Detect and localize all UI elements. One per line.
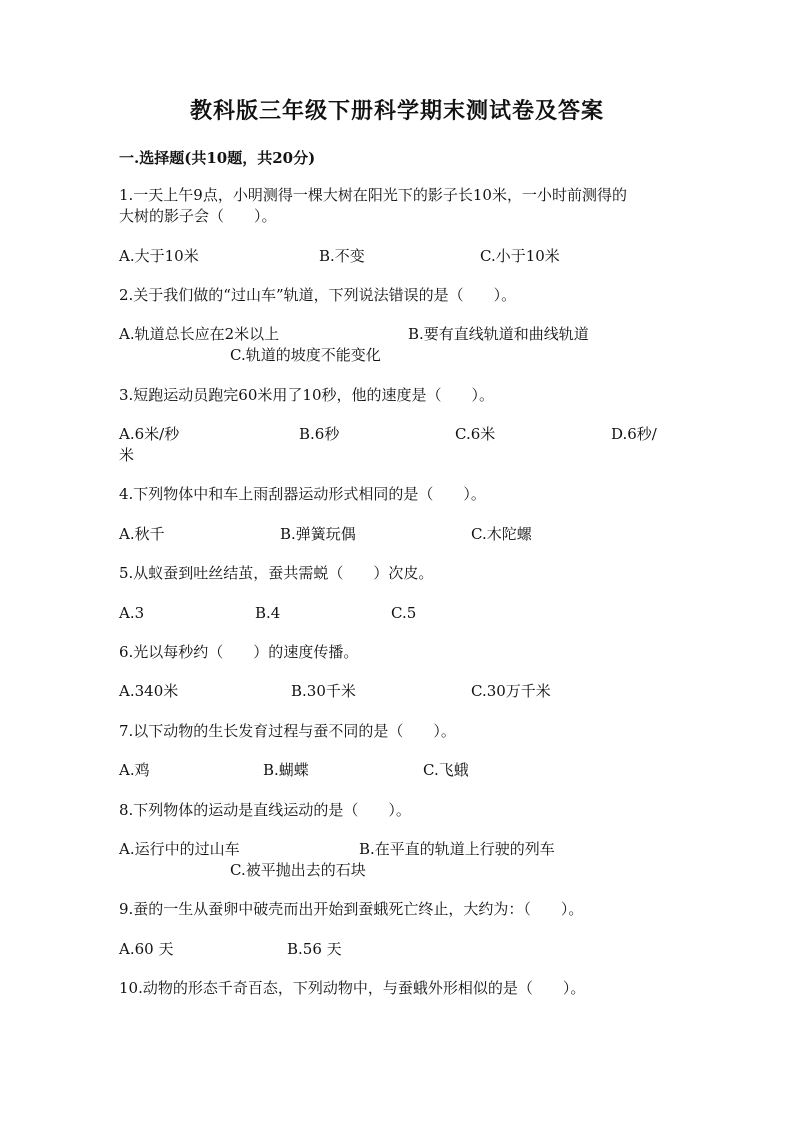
question-8-stem: 8.下列物体的运动是直线运动的是（ ）。 bbox=[119, 801, 411, 819]
question-3-option-d-wrap: 米 bbox=[119, 446, 135, 464]
section-heading: 一.选择题(共10题，共20分) bbox=[119, 149, 316, 167]
question-6-option-c: C.30万千米 bbox=[471, 682, 551, 700]
question-1-stem-line-1: 1.一天上午9点，小明测得一棵大树在阳光下的影子长10米，一小时前测得的 bbox=[119, 186, 627, 204]
question-1-option-c: C.小于10米 bbox=[480, 247, 560, 265]
question-9-stem: 9.蚕的一生从蚕卵中破壳而出开始到蚕蛾死亡终止，大约为：（ ）。 bbox=[119, 900, 584, 918]
question-3-option-a: A.6米/秒 bbox=[119, 425, 180, 443]
question-4-option-c: C.木陀螺 bbox=[471, 525, 532, 543]
question-3-option-c: C.6米 bbox=[455, 425, 496, 443]
question-7-stem: 7.以下动物的生长发育过程与蚕不同的是（ ）。 bbox=[119, 722, 456, 740]
question-7-option-a: A.鸡 bbox=[119, 761, 150, 779]
question-6-stem: 6.光以每秒约（ ）的速度传播。 bbox=[119, 643, 359, 661]
question-2-stem: 2.关于我们做的“过山车”轨道，下列说法错误的是（ ）。 bbox=[119, 286, 517, 304]
question-2-option-a: A.轨道总长应在2米以上 bbox=[119, 325, 280, 343]
question-8-option-b: B.在平直的轨道上行驶的列车 bbox=[359, 840, 555, 858]
question-6-option-b: B.30千米 bbox=[291, 682, 356, 700]
question-4-stem: 4.下列物体中和车上雨刮器运动形式相同的是（ ）。 bbox=[119, 485, 486, 503]
question-8-option-c: C.被平抛出去的石块 bbox=[230, 861, 366, 879]
question-9-option-a: A.60 天 bbox=[119, 940, 174, 958]
question-8-option-a: A.运行中的过山车 bbox=[119, 840, 240, 858]
question-7-option-c: C.飞蛾 bbox=[423, 761, 469, 779]
question-5-option-a: A.3 bbox=[119, 604, 145, 622]
question-2-option-c: C.轨道的坡度不能变化 bbox=[230, 346, 381, 364]
page-title: 教科版三年级下册科学期末测试卷及答案 bbox=[189, 98, 604, 124]
question-4-option-a: A.秋千 bbox=[119, 525, 165, 543]
question-1-option-b: B.不变 bbox=[319, 247, 365, 265]
question-3-stem: 3.短跑运动员跑完60米用了10秒，他的速度是（ ）。 bbox=[119, 386, 494, 404]
question-4-option-b: B.弹簧玩偶 bbox=[280, 525, 356, 543]
question-5-stem: 5.从蚁蚕到吐丝结茧，蚕共需蜕（ ）次皮。 bbox=[119, 564, 434, 582]
question-5-option-c: C.5 bbox=[391, 604, 417, 622]
question-1 bbox=[119, 185, 679, 227]
question-6-option-a: A.340米 bbox=[119, 682, 179, 700]
question-9-option-b: B.56 天 bbox=[287, 940, 342, 958]
question-1-option-a: A.大于10米 bbox=[119, 247, 199, 265]
question-1-stem-line-2: 大树的影子会（ ）。 bbox=[119, 207, 277, 225]
question-7-option-b: B.蝴蝶 bbox=[263, 761, 309, 779]
question-5-option-b: B.4 bbox=[255, 604, 281, 622]
question-3-option-b: B.6秒 bbox=[299, 425, 340, 443]
question-3-option-d: D.6秒/ bbox=[611, 425, 657, 443]
question-2-option-b: B.要有直线轨道和曲线轨道 bbox=[408, 325, 589, 343]
question-10-stem: 10.动物的形态千奇百态，下列动物中，与蚕蛾外形相似的是（ ）。 bbox=[119, 979, 586, 997]
